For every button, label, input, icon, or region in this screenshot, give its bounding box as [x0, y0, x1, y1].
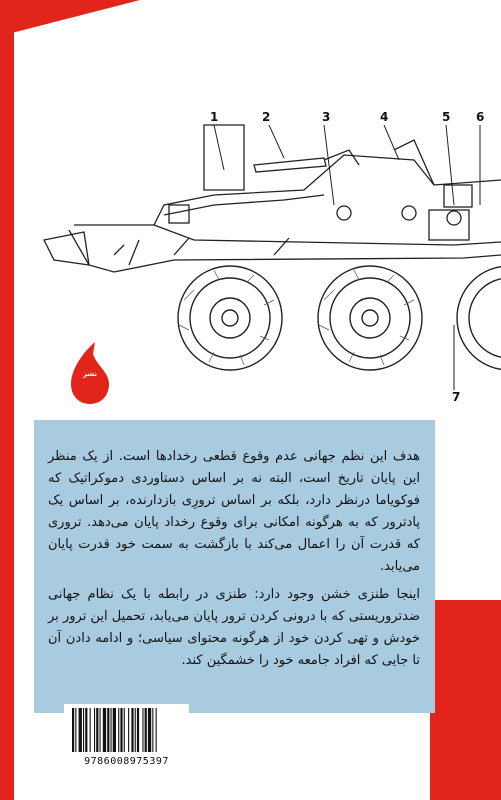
barcode-bar	[131, 708, 133, 752]
callout-5: 5	[442, 110, 451, 124]
logo-label: نشر	[82, 370, 98, 378]
callout-1: 1	[210, 110, 219, 124]
synopsis-paragraph-1: هدف این نظم جهانی عدم وقوع قطعی رخدادها است. از یک منظر این پایان تاریخ است، البته نه بر اساس دستاوردی دموکراتیک که فوکویاما درنظر دارد، بلکه بر اساس ترورِی بازدارنده، بر اساس یک پادترور که به هرگونه امکانی برای وقوع رخداد پایان می‌دهد. تروری که قدرت آن را اعمال می‌کند با بازگشت به سمت خود قدرت پایان می‌یابد.	[48, 449, 420, 574]
barcode-bar	[135, 708, 136, 752]
barcode-bar	[128, 708, 129, 752]
synopsis-paragraph-2: اینجا طنزی خشن وجود دارد: طنزی در رابطه با یک نظام جهانی ضدتروریستی که با درونی کردن ترور پایان می‌یابد، تحمیل این ترور بر خودش و تهی کردن خود از هرگونه محتوای سیاسی؛ و ادامه دادن آن تا جایی که افراد جامعه خود را خشمگین کند.	[48, 587, 420, 668]
callout-2: 2	[262, 110, 271, 124]
barcode-bar	[145, 708, 147, 752]
barcode-bar	[120, 708, 122, 752]
barcode-bar	[96, 708, 98, 752]
callout-4: 4	[380, 110, 389, 124]
barcode-bar	[118, 708, 119, 752]
barcode-bar	[156, 708, 157, 752]
callout-7: 7	[452, 390, 461, 404]
barcode-bar	[72, 708, 74, 752]
barcode-bars	[64, 704, 189, 756]
barcode-bar	[142, 708, 143, 752]
barcode-bar	[113, 708, 116, 752]
barcode-bar	[75, 708, 76, 752]
barcode-bar	[124, 708, 125, 752]
callout-3: 3	[322, 110, 331, 124]
barcode-bar	[85, 708, 87, 752]
barcode-bar	[103, 708, 106, 752]
barcode-bar	[137, 708, 139, 752]
synopsis-panel	[34, 420, 435, 713]
barcode-bar	[107, 708, 109, 752]
barcode-bar	[100, 708, 101, 752]
barcode-bar	[83, 708, 84, 752]
callout-6: 6	[476, 110, 485, 124]
publisher-logo	[67, 340, 113, 406]
red-spine-strip	[0, 0, 14, 800]
isbn-barcode	[64, 704, 189, 774]
red-bottom-block	[430, 600, 501, 800]
barcode-bar	[94, 708, 95, 752]
barcode-bar	[152, 708, 153, 752]
barcode-bar	[79, 708, 82, 752]
isbn-number: 9786008975397	[84, 756, 169, 767]
barcode-bar	[111, 708, 112, 752]
barcode-bar	[148, 708, 151, 752]
synopsis-text	[48, 446, 420, 678]
barcode-bar	[90, 708, 91, 752]
